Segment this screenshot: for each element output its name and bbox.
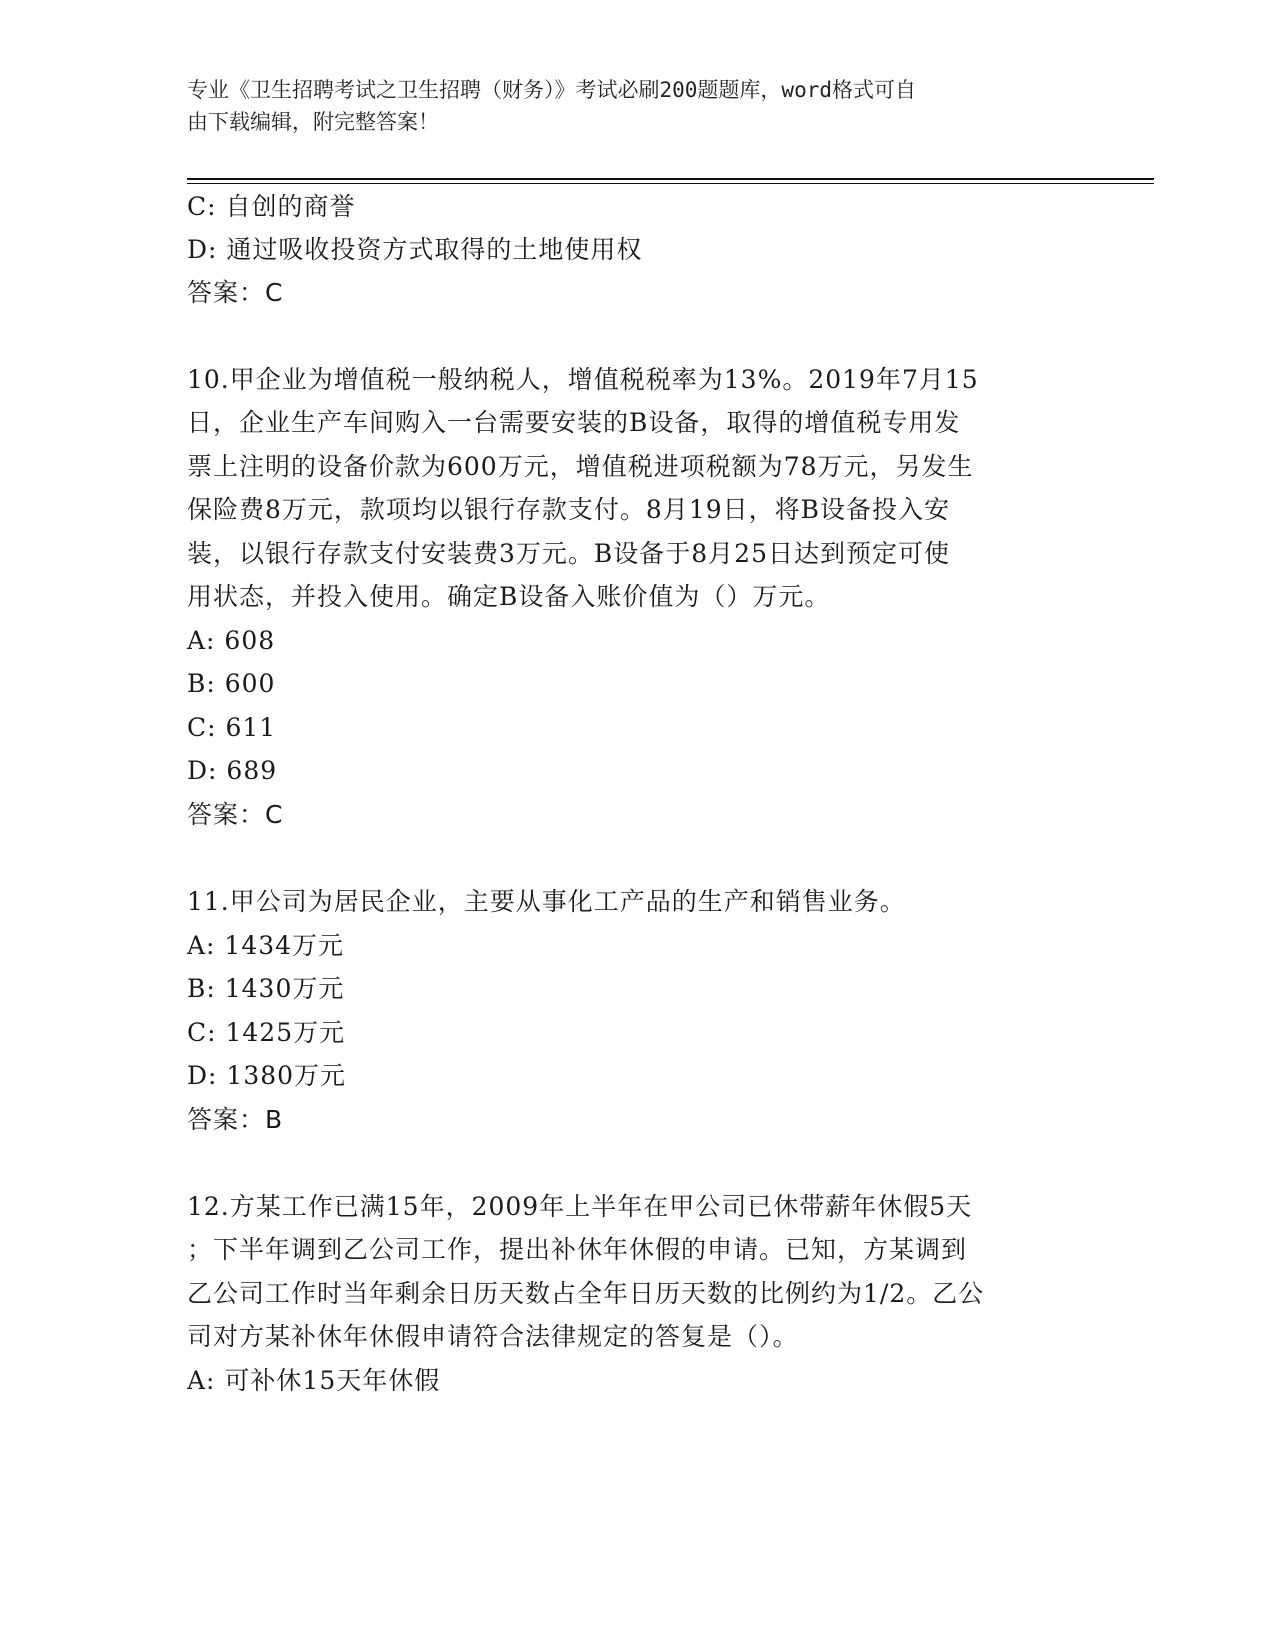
q9-option-d: D: 通过吸收投资方式取得的土地使用权	[187, 235, 643, 264]
header-line-2: 由下载编辑，附完整答案！	[187, 110, 439, 134]
q10-answer: 答案：C	[187, 800, 284, 829]
q12-text-line-2: ；下半年调到乙公司工作，提出补休年休假的申请。已知，方某调到	[187, 1235, 968, 1264]
q12-text-line-4: 司对方某补休年休假申请符合法律规定的答复是（）。	[187, 1322, 799, 1351]
q10-text-line-1: 10.甲企业为增值税一般纳税人，增值税税率为13%。2019年7月15	[187, 365, 979, 394]
q12-text-line-3: 乙公司工作时当年剩余日历天数占全年日历天数的比例约为1/2。乙公	[187, 1279, 985, 1308]
document-header	[187, 74, 1067, 138]
q11-option-c: C: 1425万元	[187, 1018, 346, 1047]
q10-text-line-2: 日，企业生产车间购入一台需要安装的B设备，取得的增值税专用发	[187, 408, 961, 437]
q11-option-b: B: 1430万元	[187, 974, 345, 1003]
header-line-1: 专业《卫生招聘考试之卫生招聘（财务）》考试必刷200题题库，word格式可自	[187, 78, 916, 102]
q11-option-a: A: 1434万元	[187, 931, 345, 960]
q10-option-b: B: 600	[187, 669, 276, 698]
q9-option-c: C: 自创的商誉	[187, 192, 356, 221]
q11-text-line-1: 11.甲公司为居民企业，主要从事化工产品的生产和销售业务。	[187, 887, 906, 916]
q10-text-line-6: 用状态，并投入使用。确定B设备入账价值为（）万元。	[187, 582, 831, 611]
q10-text-line-5: 装，以银行存款支付安装费3万元。B设备于8月25日达到预定可使	[187, 539, 950, 568]
header-rule-thick	[187, 178, 1154, 180]
q10-text-line-3: 票上注明的设备价款为600万元，增值税进项税额为78万元，另发生	[187, 452, 974, 481]
q12-option-a: A: 可补休15天年休假	[187, 1366, 441, 1395]
q11-answer: 答案：B	[187, 1105, 284, 1134]
q12-text-line-1: 12.方某工作已满15年，2009年上半年在甲公司已休带薪年休假5天	[187, 1192, 973, 1221]
q9-answer: 答案：C	[187, 278, 284, 307]
header-rule-thin	[187, 183, 1154, 184]
q11-option-d: D: 1380万元	[187, 1061, 347, 1090]
q10-text-line-4: 保险费8万元，款项均以银行存款支付。8月19日，将B设备投入安	[187, 495, 950, 524]
q10-option-a: A: 608	[187, 626, 276, 655]
q10-option-c: C: 611	[187, 713, 277, 742]
q10-option-d: D: 689	[187, 756, 278, 785]
